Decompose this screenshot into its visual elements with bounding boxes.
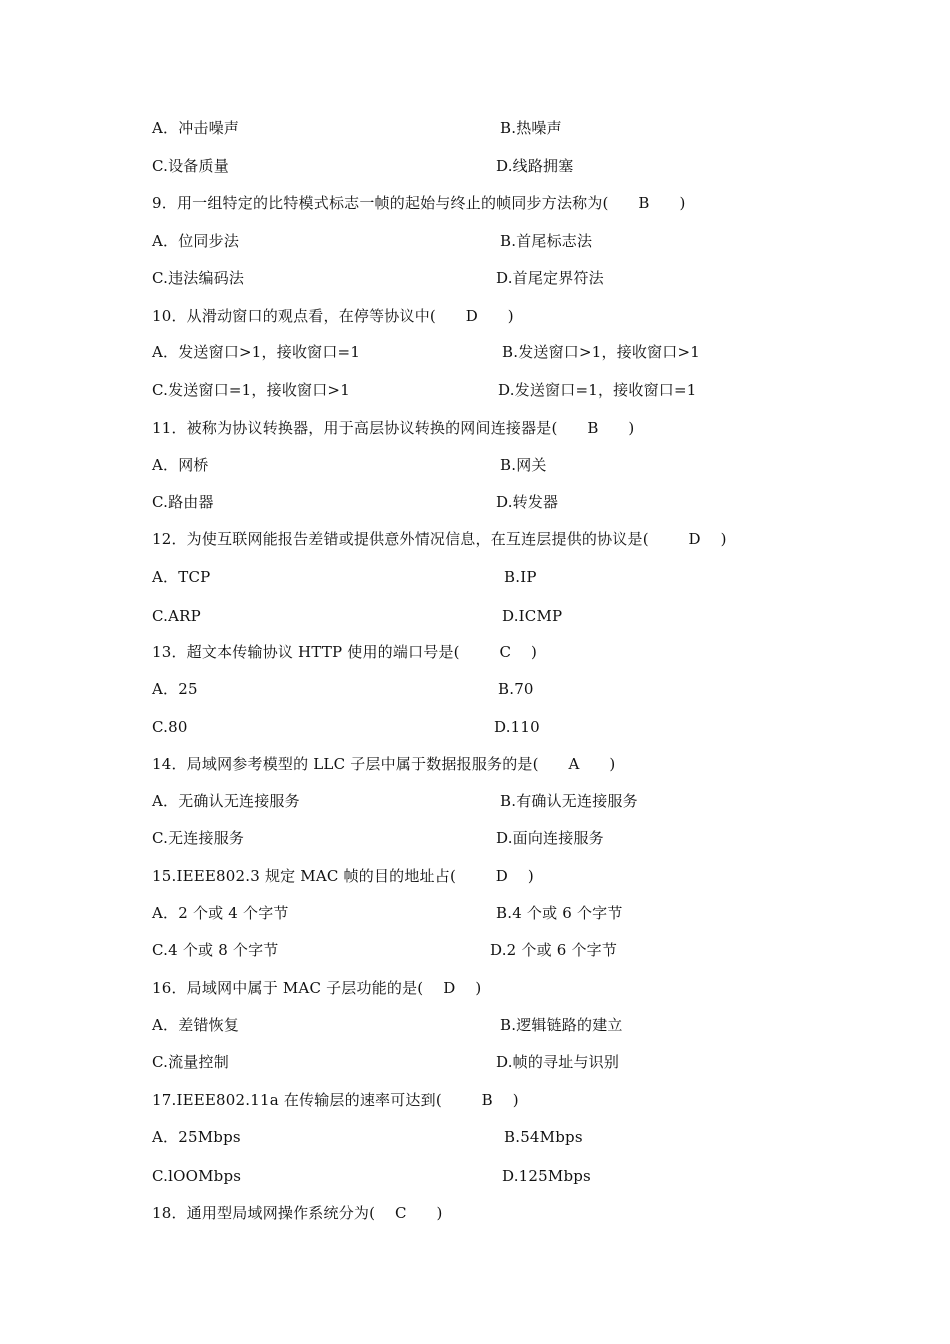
q11-stem: 11．被称为协议转换器，用于高层协议转换的网间连接器是( B ): [152, 419, 635, 437]
q15-option-a: A．2 个或 4 个字节: [152, 904, 289, 922]
q15-option-d: D.2 个或 6 个字节: [490, 941, 618, 959]
q9-option-c: C.违法编码法: [152, 269, 245, 287]
q14-option-d: D.面向连接服务: [496, 829, 604, 847]
q12-option-b: B.IP: [504, 568, 537, 586]
q15-option-b: B.4 个或 6 个字节: [496, 904, 623, 922]
q11-option-c: C.路由器: [152, 493, 214, 511]
q16-stem: 16．局域网中属于 MAC 子层功能的是( D ): [152, 979, 482, 997]
q10-option-c: C.发送窗口=1，接收窗口>1: [152, 381, 350, 399]
q14-option-b: B.有确认无连接服务: [500, 792, 638, 810]
q13-option-b: B.70: [498, 680, 534, 698]
q14-option-c: C.无连接服务: [152, 829, 245, 847]
q9-option-d: D.首尾定界符法: [496, 269, 604, 287]
q8-option-c: C.设备质量: [152, 157, 229, 175]
q12-option-d: D.ICMP: [502, 607, 563, 625]
q17-option-a: A．25Mbps: [152, 1128, 241, 1146]
q13-option-d: D.110: [494, 718, 540, 736]
q17-option-c: C.lOOMbps: [152, 1167, 242, 1185]
q13-option-c: C.80: [152, 718, 188, 736]
q9-option-a: A．位同步法: [152, 232, 240, 250]
q10-stem: 10．从滑动窗口的观点看，在停等协议中( D ): [152, 307, 514, 325]
q15-stem: 15.IEEE802.3 规定 MAC 帧的目的地址占( D ): [152, 867, 534, 885]
q14-stem: 14．局域网参考模型的 LLC 子层中属于数据报服务的是( A ): [152, 755, 616, 773]
q13-option-a: A．25: [152, 680, 198, 698]
q11-option-a: A．网桥: [152, 456, 209, 474]
q10-option-a: A．发送窗口>1，接收窗口=1: [152, 343, 361, 361]
q16-option-a: A．差错恢复: [152, 1016, 240, 1034]
q16-option-c: C.流量控制: [152, 1053, 229, 1071]
q8-option-d: D.线路拥塞: [496, 157, 574, 175]
q14-option-a: A．无确认无连接服务: [152, 792, 300, 810]
q10-option-d: D.发送窗口=1，接收窗口=1: [498, 381, 697, 399]
q11-option-d: D.转发器: [496, 493, 559, 511]
q10-option-b: B.发送窗口>1，接收窗口>1: [502, 343, 701, 361]
q11-option-b: B.网关: [500, 456, 547, 474]
q12-option-a: A．TCP: [152, 568, 211, 586]
q17-option-d: D.125Mbps: [502, 1167, 591, 1185]
q8-option-b: B.热噪声: [500, 119, 562, 137]
q17-option-b: B.54Mbps: [504, 1128, 583, 1146]
q9-stem: 9．用一组特定的比特模式标志一帧的起始与终止的帧同步方法称为( B ): [152, 194, 686, 212]
q13-stem: 13．超文本传输协议 HTTP 使用的端口号是( C ): [152, 643, 538, 661]
q15-option-c: C.4 个或 8 个字节: [152, 941, 279, 959]
q16-option-d: D.帧的寻址与识别: [496, 1053, 620, 1071]
q12-option-c: C.ARP: [152, 607, 201, 625]
q17-stem: 17.IEEE802.11a 在传输层的速率可达到( B ): [152, 1091, 519, 1109]
q9-option-b: B.首尾标志法: [500, 232, 593, 250]
q8-option-a: A．冲击噪声: [152, 119, 240, 137]
q12-stem: 12．为使互联网能报告差错或提供意外情况信息，在互连层提供的协议是( D ): [152, 530, 727, 548]
q18-stem: 18．通用型局域网操作系统分为( C ): [152, 1204, 443, 1222]
q16-option-b: B.逻辑链路的建立: [500, 1016, 623, 1034]
